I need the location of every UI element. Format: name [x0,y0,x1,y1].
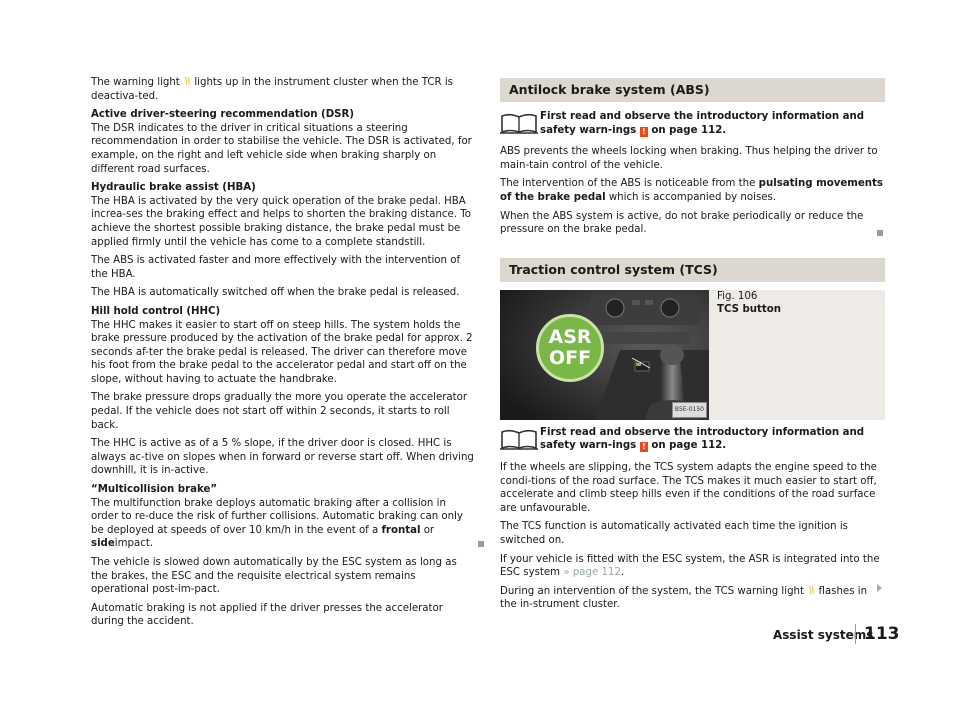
continued-arrow-icon [877,577,882,596]
dsr-heading: Active driver-steering recommendation (DSR) [91,109,354,121]
tcs-read-first: First read and observe the introductory information and safety warn-ings ! on page 112. [500,426,885,453]
open-book-icon [500,428,538,450]
mcb-paragraph-2: The vehicle is slowed down automatically by the ESC system as long as the brakes, the ESC and the requisite electrical system remains operational post-im-pact. [91,557,457,596]
tcs-button-photo [500,290,709,420]
warning-icon: ! [640,442,648,452]
hba-heading: Hydraulic brake assist (HBA) [91,182,256,194]
warning-icon: ! [640,127,648,137]
open-book-icon [500,112,538,134]
hba-body: The HBA is activated by the very quick operation of the brake pedal. HBA increa-ses the braking effect and helps to shorten the braking distance. To achieve the shortest possible braking distance, the brake pedal must be applied firmly until the vehicle has come to a complete standstill. [91,195,471,248]
mcb-paragraph-3: Automatic braking is not applied if the driver presses the accelerator during the accident. [91,602,443,628]
tcs-paragraph-1: If the wheels are slipping, the TCS system adapts the engine speed to the condi-tions of the road surface. The TCS makes it much easier to start off, accelerate and climb steep hills even if the conditions of the road surface are unfavourable. [500,461,877,514]
left-column [91,76,476,634]
figure-number: Fig. 106 [717,290,758,302]
mcb-heading: “Multicollision brake” [91,484,218,496]
abs-section-title: Antilock brake system (ABS) [500,78,885,102]
abs-paragraph-2: The intervention of the ABS is noticeable from the pulsating movements of the brake pedal which is accompanied by noises. [500,178,883,203]
hhc-heading: Hill hold control (HHC) [91,305,221,317]
console-photo-graphic [500,290,709,420]
tcs-warning-icon [183,76,191,86]
right-column [500,76,885,617]
section-end-mark [478,541,484,547]
abs-paragraph-3: When the ABS system is active, do not brake periodically or reduce the pressure on the brake pedal. [500,210,864,236]
tcs-warning-icon [807,585,815,595]
abs-read-first: First read and observe the introductory information and safety warn-ings ! on page 112. [500,110,885,137]
section-end-mark [877,230,883,236]
page-number: 113 [855,624,900,644]
figure-caption [709,290,781,420]
hhc-paragraph-3: The HHC is active as of a 5 % slope, if the driver door is closed. HHC is always ac-tive on slopes when in forward or reverse start off. When driving downhill, it is in-active. [91,438,474,477]
figure-106 [500,290,885,420]
hhc-body: The HHC makes it easier to start off on steep hills. The system holds the brake pressure produced by the activation of the brake pedal for approx. 2 seconds af-ter the brake pedal is released. The driver can therefore move his foot from the brake pedal to the accelerator pedal and start off on the slope, without having to actuate the handbrake. [91,319,473,385]
image-code: B5E-0150 [672,402,707,418]
paragraph-warning-light: The warning light lights up in the instrument cluster when the TCR is deactiva-ted. [91,77,453,102]
asr-off-button-callout: ASR OFF [536,314,604,382]
footer-section-name: Assist systems [773,628,874,642]
tcs-paragraph-2: The TCS function is automatically activated each time the ignition is switched on. [500,521,848,546]
hba-paragraph-2: The ABS is activated faster and more effectively with the intervention of the HBA. [91,255,461,280]
abs-paragraph-1: ABS prevents the wheels locking when braking. Thus helping the driver to main-tain control of the vehicle. [500,146,878,171]
dsr-body: The DSR indicates to the driver in critical situations a steering recommendation in order to stabilise the vehicle. The DSR is activated, for example, on the right and left vehicle side when braking sharply on different road surfaces. [91,122,472,175]
hhc-paragraph-2: The brake pressure drops gradually the more you operate the accelerator pedal. If the vehicle does not start off within 2 seconds, it starts to roll back. [91,392,468,431]
page-112-link[interactable]: » page 112 [563,567,621,579]
mcb-body: The multifunction brake deploys automatic braking after a collision in order to re-duce the risk of further collisions. Automatic braking can only be deployed at speeds of over 10 km/h in the event of a frontal or sideimpact. [91,497,463,550]
figure-title: TCS button [717,304,782,316]
tcs-paragraph-4: During an intervention of the system, the TCS warning light flashes in the in-strument cluster. [500,585,868,611]
tcs-section-title: Traction control system (TCS) [500,258,885,282]
hba-paragraph-3: The HBA is automatically switched off when the brake pedal is released. [91,287,460,299]
tcs-paragraph-3: If your vehicle is fitted with the ESC system, the ASR is integrated into the ESC system » page 112. [500,553,880,579]
